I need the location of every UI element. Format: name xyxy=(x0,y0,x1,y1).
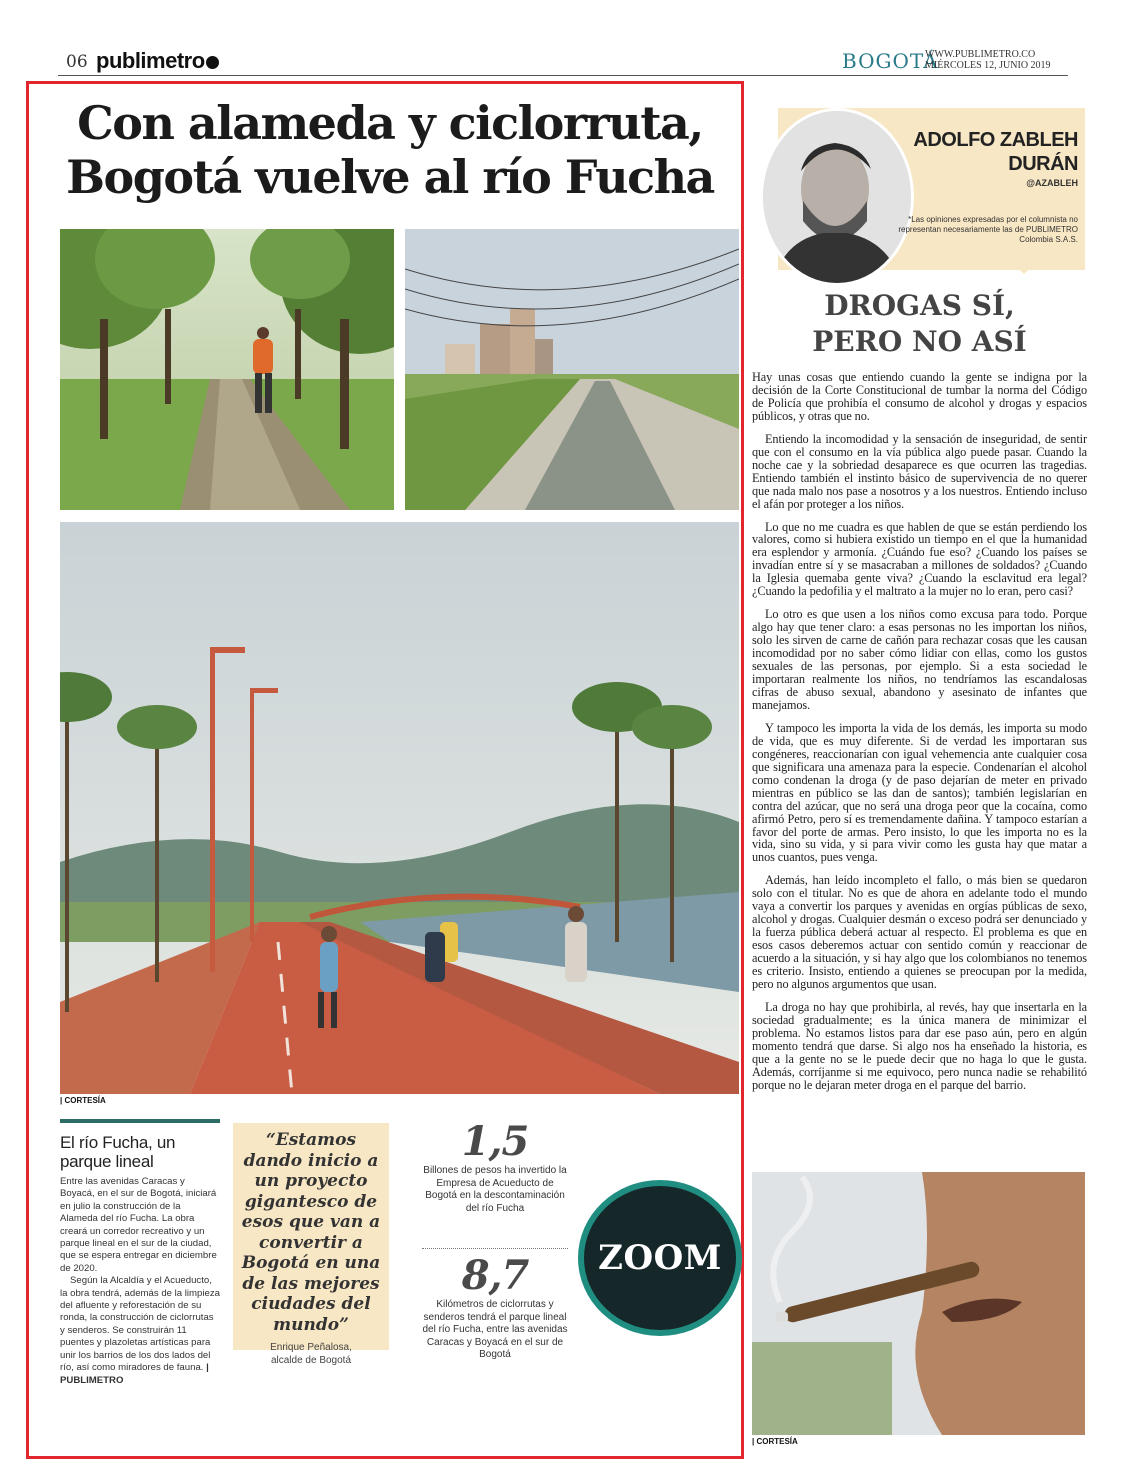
sidebar-article xyxy=(60,1133,220,1387)
column-photo-credit: | CORTESÍA xyxy=(752,1437,798,1446)
photo-rio-fucha-channel xyxy=(405,229,739,510)
stat-1 xyxy=(420,1118,570,1215)
column-paragraph-5: Y tampoco les importa la vida de los demás, les importa su modo de vida, que es muy diferente. Si de verdad les importaran sus congéneres, reaccionarían con igual vehemencia ante cualquier cosa que significara una amenaza para la especie. Condenarían el alcohol como condenan la droga (y de paso dejarían de meter en privado mientras en público se las dan de santos); también legislarían en contra del azúcar, que no será una droga peor que la cocaína, como afirmó Petro, pero sí es tremendamente dañina. Y tampoco estarían a favor del porte de armas. Pero insisto, lo que les importa no es la vida, sino su vida, y si para vivir como les gusta hay que matar a unos cuantos, pues venga. xyxy=(752,720,1087,865)
author-handle: @AZABLEH xyxy=(1026,178,1078,188)
issue-date: MIÉRCOLES 12, JUNIO 2019 xyxy=(925,60,1051,71)
column-paragraph-1: Hay unas cosas que entiendo cuando la gente se indigna por la decisión de la Corte Constitucional de tumbar la norma del Código de Policía que prohibía el consumo de alcohol y drogas y espacios públicos, y otras que no. xyxy=(752,370,1087,423)
column-paragraph-6: Además, han leído incompleto el fallo, o más bien se quedaron solo con el titular. No es que de ahora en adelante todo el mundo vaya a convertir los parques y avenidas en orgías públicas de sexo, alcohol y drogas. Cualquier desmán o exceso podrá ser denunciado y la fuerza pública deberá actuar al respecto. El problema es que en esos casos deberemos actuar con sentido común y reaccionar de acuerdo a la situación, y si hay algo que los colombianos no tenemos es criterio. Insisto, entiendo a quienes se preocupan por la medida, pero no algunos argumentos que usan. xyxy=(752,873,1087,991)
headline-line-2: Bogotá vuelve al río Fucha xyxy=(66,150,714,204)
quote-block xyxy=(236,1130,386,1367)
sidebar-signature: | PUBLIMETRO xyxy=(60,1362,209,1386)
website-url: WWW.PUBLIMETRO.CO xyxy=(925,49,1036,60)
sidebar-paragraph-2-text: Según la Alcaldía y el Acueducto, la obra tendrá, además de la limpieza del afluente y reforestación de su ronda, la construcción de ciclorrutas y senderos. Se construirán 11 puentes y plazoletas artísticas para unir los barrios de los dos lados del río, así como miradores de fauna. xyxy=(60,1275,220,1374)
author-name-line-2: DURÁN xyxy=(1008,153,1078,175)
stat-1-value: 1,5 xyxy=(461,1118,529,1165)
logo-text: publimetro xyxy=(96,48,205,73)
column-paragraph-4: Lo otro es que usen a los niños como excusa para todo. Porque algo hay que tener claro: a esas personas no les importan los niños, solo les sirven de carne de cañón para rechazar cosas que les causan incomodidad por no saber cómo lidiar con ellas, como los gustos sexuales de las personas, por ejemplo. Si a esta sociedad le importaran realmente los niños, no tendríamos las escandalosas cifras de abuso sexual, abandono y asesinato de infantes que manejamos. xyxy=(752,607,1087,712)
sidebar-paragraph-2 xyxy=(60,1275,220,1387)
river-channel-image xyxy=(405,229,739,510)
stat-2 xyxy=(420,1252,570,1362)
photo-alameda-path xyxy=(60,229,394,510)
section-name: BOGOTÁ xyxy=(842,49,939,73)
column-disclaimer: *Las opiniones expresadas por el columnista no representan necesariamente las de PUBLIMETRO Colombia S.A.S. xyxy=(898,215,1078,244)
alameda-path-image xyxy=(60,229,394,510)
column-title-line-1: DROGAS SÍ, xyxy=(824,289,1015,322)
column-paragraph-2: Entiendo la incomodidad y la sensación de inseguridad, de sentir que con el consumo en la vía pública algo puede pasar. Cuando la noche cae y la sobriedad desaparece es que ocurren las tragedias. Entiendo también el instinto básico de supervivencia de no querer que nada malo nos pase a nosotros y a los nuestros. Entiendo incluso el afán por proteger a los niños. xyxy=(752,431,1087,511)
stat-1-description: Billones de pesos ha invertido la Empresa de Acueducto de Bogotá en la descontaminación del río Fucha xyxy=(423,1165,567,1214)
main-photo-credit: | CORTESÍA xyxy=(60,1096,106,1105)
header-meta xyxy=(925,49,1051,71)
speech-pointer xyxy=(1010,262,1038,274)
quote-text: “Estamos dando inicio a un proyecto gigantesco de esos que van a convertir a Bogotá en una de las mejores ciudades del mundo” xyxy=(241,1130,381,1335)
column-paragraph-7: La droga no hay que prohibirla, al revés, hay que insertarla en la sociedad gradualmente; es la única manera de minimizar el problema. No estamos listos para dar ese paso aún, pero en algún momento tendrá que darse. Si algo nos ha enseñado la historia, es que a la gente no se le puede decir que no haga lo que le gusta. Además, corríjanme si me equivoco, pero nunca nadie se rehabilitó porque no le dejaran meter droga en el parque del barrio. xyxy=(752,999,1087,1092)
stat-2-description: Kilómetros de ciclorrutas y senderos tendrá el parque lineal del río Fucha, entre las avenidas Caracas y Boyacá en el sur de Bogotá xyxy=(422,1299,568,1360)
zoom-badge: ZOOM xyxy=(578,1180,742,1336)
publimetro-logo xyxy=(96,48,219,74)
header-rule xyxy=(58,75,1068,76)
photo-smoking xyxy=(752,1172,1085,1435)
quote-author-role: alcalde de Bogotá xyxy=(270,1355,352,1366)
logo-globe-icon xyxy=(206,56,219,69)
sidebar-paragraph-1: Entre las avenidas Caracas y Boyacá, en el sur de Bogotá, iniciará en julio la construcción de la Alameda del río Fucha. La obra creará un corredor recreativo y un parque lineal en el sur de la ciudad, que se espera entregar en diciembre de 2020. xyxy=(60,1176,217,1274)
page-number: 06 xyxy=(66,52,88,72)
headline-line-1: Con alameda y ciclorruta, xyxy=(77,96,703,150)
sidebar-title: El río Fucha, un parque lineal xyxy=(60,1133,176,1171)
column-paragraph-3: Lo que no me cuadra es que hablen de que se están perdiendo los valores, como si hubiera existido un tiempo en el que la humanidad era esplendor y armonía. ¿Cuándo fue eso? ¿Cuando los países se invadían entre sí y se masacraban a millones de soldados? ¿Cuando la Iglesia quemaba gente viva? ¿Cuando la esclavitud era legal? ¿Cuando la pedofilia y el maltrato a la mujer no lo eran, pero casi? xyxy=(752,519,1087,599)
sidebar-accent-bar xyxy=(60,1119,220,1123)
column-body xyxy=(752,371,1087,1102)
column-title-line-2: PERO NO ASÍ xyxy=(812,325,1027,358)
smoking-image xyxy=(752,1172,1085,1435)
stat-2-value: 8,7 xyxy=(461,1252,529,1299)
column-title xyxy=(752,288,1087,360)
photo-park-rendering xyxy=(60,522,739,1094)
author-name xyxy=(880,128,1078,176)
park-rendering-image xyxy=(60,522,739,1094)
main-headline xyxy=(40,96,740,204)
stat-divider xyxy=(422,1248,568,1249)
author-name-line-1: ADOLFO ZABLEH xyxy=(913,129,1078,151)
quote-author: Enrique Peñalosa, xyxy=(270,1342,352,1353)
